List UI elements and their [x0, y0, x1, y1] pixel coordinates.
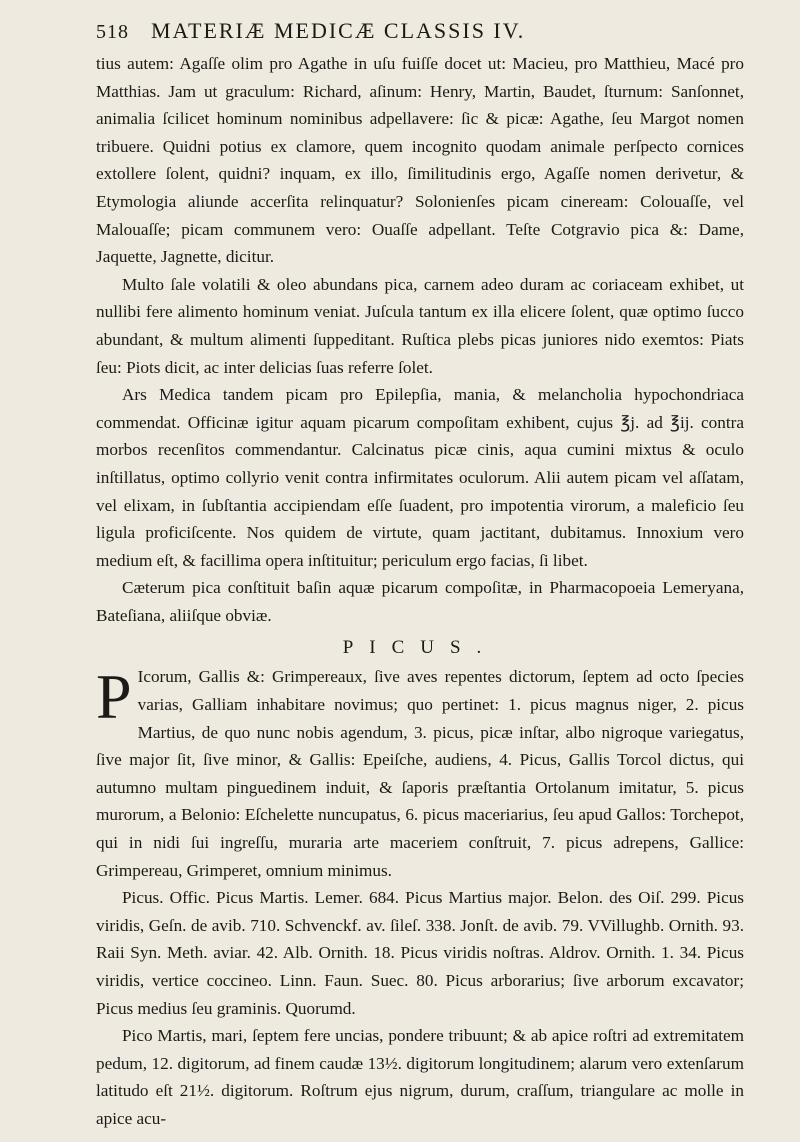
paragraph-nutrition: Multo ſale volatili & oleo abundans pica, carnem adeo duram ac coriaceam exhibet, ut nullibi fere alimento hominum veniat. Juſcula tantum ex illa elicere ſolent, quæ optimo ſucco abundant, & multum alimenti ſuppeditant. Ruſtica plebs picas juniores nido exemtos: Piats ſeu: Piots dicit, ac inter delicias ſuas referre ſolet.: [96, 274, 744, 377]
paragraph-pharmacopoeia: Cæterum pica conſtituit baſin aquæ picarum compoſitæ, in Pharmacopoeia Lemeryana, Bateſiana, aliiſque obviæ.: [96, 578, 744, 625]
paragraph-etymology: tius autem: Agaſſe olim pro Agathe in uſu fuiſſe docet ut: Macieu, pro Matthieu, Macé pro Matthias. Jam ut graculum: Richard, aſinum: Henry, Martin, Baudet, ſturnum: Sanſonnet, animalia ſcilicet hominum nominibus adpellavere: ſic & picæ: Agathe, ſeu Margot nomen tribuere. Quidni potius ex clamore, quem incognito quodam animale perſpecto cornices extollere ſolent, quidni? inquam, ex illo, ſimilitudinis ergo, Agaſſe nomen derivetur, & Etymologia aliunde accerſita relinquatur? Solonienſes picam cineream: Colouaſſe, vel Malouaſſe; picam communem vero: Ouaſſe adpellant. Teſte Cotgravio pica &: Dame, Jaquette, Jagnette, dicitur.: [96, 54, 744, 267]
paragraph-species: [96, 663, 744, 884]
running-head: [96, 18, 744, 44]
section-heading: PICUS.: [342, 637, 498, 659]
paragraph-references: Picus. Offic. Picus Martis. Lemer. 684. Picus Martius major. Belon. des Oiſ. 299. Picus viridis, Geſn. de avib. 710. Schvenckf. av. ſileſ. 338. Jonſt. de avib. 79. VVillughb. Ornith. 93. Raii Syn. Meth. aviar. 42. Alb. Ornith. 18. Picus viridis noſtras. Aldrov. Ornith. 1. 34. Picus viridis, vertice coccineo. Linn. Faun. Suec. 80. Picus arborarius; ſive arborum excavator; Picus medius ſeu graminis. Quorumd.: [96, 888, 744, 1018]
running-title: MATERIÆ MEDICÆ CLASSIS IV.: [151, 18, 526, 43]
paragraph-description: Pico Martis, mari, ſeptem fere uncias, pondere tribuunt; & ab apice roſtri ad extremitatem pedum, 12. digitorum, ad finem caudæ 13½. digitorum longitudinem; alarum vero extenſarum latitudo eſt 21½. digitorum. Roſtrum ejus nigrum, durum, craſſum, triangulare ac molle in apice acu-: [96, 1026, 744, 1128]
paragraph-species-text: Icorum, Gallis &: Grimpereaux, ſive aves repentes dictorum, ſeptem ad octo ſpecies varias, Galliam inhabitare novimus; quo pertinet: 1. picus magnus niger, 2. picus Martius, de quo nunc nobis agendum, 3. picus, picæ inſtar, albo nigroque variegatus, ſive major ſit, ſive minor, & Gallis: Epeiſche, audiens, 4. Picus, Gallis Torcol dictus, qui autumno multam pinguedinem induit, & ſaporis præſtantia Ortolanum imitatur, 5. picus murorum, a Belonio: Eſchelette nuncupatus, 6. picus maceriarius, ſeu apud Gallos: Torchepot, qui in nidi ſui ingreſſu, muraria arte maceriem conſtruit, 7. picus adrepens, Gallice: Grimpereau, Grimperet, omnium minimus.: [96, 667, 744, 880]
page-number: 518: [96, 21, 129, 43]
paragraph-medical-use: Ars Medica tandem picam pro Epilepſia, mania, & melancholia hypochondriaca commendat. Officinæ igitur aquam picarum compoſitam exhibent, cujus ℥j. ad ℥ij. contra morbos recenſitos commendantur. Calcinatus picæ cinis, aqua cumini mixtus & oculo inſtillatus, optimo collyrio venit contra infirmitates oculorum. Alii autem picam vel aſſatam, vel elixam, in ſubſtantia accipiendam eſſe ſuadent, pro impotentia virorum, a maleficio ſeu ligula proficiſcente. Nos quidem de virtute, quam jactitant, dubitamus. Innoxium vero medium eſt, & facillima opera inſtituitur; periculum ergo facias, ſi libet.: [96, 385, 744, 570]
drop-cap: P: [96, 661, 132, 733]
